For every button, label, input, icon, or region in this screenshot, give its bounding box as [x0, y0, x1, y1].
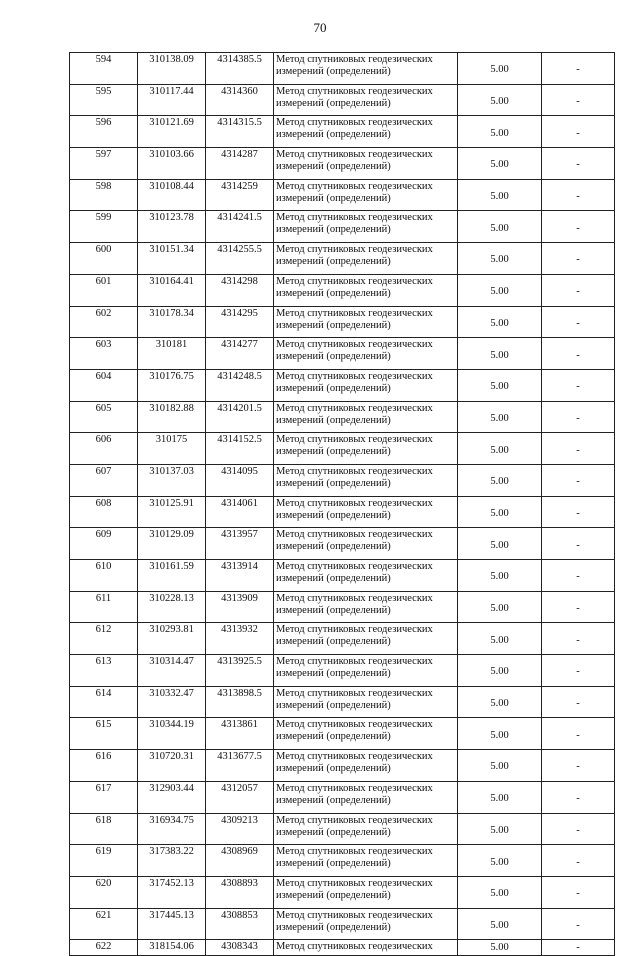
y-coordinate-cell: 4314241.5 [206, 211, 274, 243]
point-number-cell: 603 [70, 338, 138, 370]
x-coordinate-cell: 317445.13 [138, 908, 206, 940]
x-coordinate-cell: 310164.41 [138, 274, 206, 306]
precision-cell: 5.00 [458, 179, 542, 211]
point-number-cell: 621 [70, 908, 138, 940]
table-row [70, 813, 615, 845]
table-row [70, 338, 615, 370]
method-cell: Метод спутниковых геодезических измерений (определений) [274, 274, 458, 306]
method-cell: Метод спутниковых геодезических измерений (определений) [274, 53, 458, 85]
point-number-cell: 595 [70, 84, 138, 116]
note-cell: - [542, 781, 615, 813]
precision-cell: 5.00 [458, 211, 542, 243]
y-coordinate-cell: 4314201.5 [206, 401, 274, 433]
x-coordinate-cell: 310332.47 [138, 686, 206, 718]
y-coordinate-cell: 4313925.5 [206, 655, 274, 687]
note-cell: - [542, 369, 615, 401]
method-cell: Метод спутниковых геодезических измерений (определений) [274, 433, 458, 465]
table-row [70, 306, 615, 338]
precision-cell: 5.00 [458, 369, 542, 401]
x-coordinate-cell: 310181 [138, 338, 206, 370]
y-coordinate-cell: 4312057 [206, 781, 274, 813]
y-coordinate-cell: 4308343 [206, 940, 274, 956]
point-number-cell: 599 [70, 211, 138, 243]
point-number-cell: 604 [70, 369, 138, 401]
point-number-cell: 596 [70, 116, 138, 148]
method-cell: Метод спутниковых геодезических измерений (определений) [274, 401, 458, 433]
y-coordinate-cell: 4314259 [206, 179, 274, 211]
table-row [70, 401, 615, 433]
precision-cell: 5.00 [458, 560, 542, 592]
note-cell: - [542, 53, 615, 85]
note-cell: - [542, 718, 615, 750]
precision-cell: 5.00 [458, 148, 542, 180]
precision-cell: 5.00 [458, 306, 542, 338]
note-cell: - [542, 908, 615, 940]
precision-cell: 5.00 [458, 496, 542, 528]
x-coordinate-cell: 310129.09 [138, 528, 206, 560]
precision-cell: 5.00 [458, 623, 542, 655]
note-cell: - [542, 116, 615, 148]
y-coordinate-cell: 4313914 [206, 560, 274, 592]
table-row [70, 433, 615, 465]
table-row [70, 53, 615, 85]
x-coordinate-cell: 310117.44 [138, 84, 206, 116]
method-cell: Метод спутниковых геодезических измерений (определений) [274, 528, 458, 560]
precision-cell: 5.00 [458, 433, 542, 465]
table-row [70, 179, 615, 211]
x-coordinate-cell: 310314.47 [138, 655, 206, 687]
x-coordinate-cell: 312903.44 [138, 781, 206, 813]
table-row [70, 686, 615, 718]
x-coordinate-cell: 310175 [138, 433, 206, 465]
table-row [70, 84, 615, 116]
y-coordinate-cell: 4313677.5 [206, 750, 274, 782]
precision-cell: 5.00 [458, 876, 542, 908]
point-number-cell: 602 [70, 306, 138, 338]
table-row [70, 211, 615, 243]
precision-cell: 5.00 [458, 53, 542, 85]
note-cell: - [542, 528, 615, 560]
precision-cell: 5.00 [458, 655, 542, 687]
precision-cell: 5.00 [458, 464, 542, 496]
point-number-cell: 618 [70, 813, 138, 845]
table-row [70, 528, 615, 560]
precision-cell: 5.00 [458, 781, 542, 813]
x-coordinate-cell: 316934.75 [138, 813, 206, 845]
x-coordinate-cell: 318154.06 [138, 940, 206, 956]
precision-cell: 5.00 [458, 528, 542, 560]
y-coordinate-cell: 4314277 [206, 338, 274, 370]
x-coordinate-cell: 310151.34 [138, 243, 206, 275]
point-number-cell: 620 [70, 876, 138, 908]
y-coordinate-cell: 4314255.5 [206, 243, 274, 275]
method-cell: Метод спутниковых геодезических измерений (определений) [274, 750, 458, 782]
precision-cell: 5.00 [458, 591, 542, 623]
point-number-cell: 605 [70, 401, 138, 433]
y-coordinate-cell: 4314360 [206, 84, 274, 116]
precision-cell: 5.00 [458, 274, 542, 306]
y-coordinate-cell: 4308853 [206, 908, 274, 940]
point-number-cell: 606 [70, 433, 138, 465]
note-cell: - [542, 496, 615, 528]
point-number-cell: 611 [70, 591, 138, 623]
point-number-cell: 607 [70, 464, 138, 496]
y-coordinate-cell: 4309213 [206, 813, 274, 845]
note-cell: - [542, 655, 615, 687]
method-cell: Метод спутниковых геодезических измерений (определений) [274, 845, 458, 877]
method-cell: Метод спутниковых геодезических измерений (определений) [274, 908, 458, 940]
note-cell: - [542, 623, 615, 655]
method-cell: Метод спутниковых геодезических измерений (определений) [274, 148, 458, 180]
table-row [70, 148, 615, 180]
note-cell: - [542, 433, 615, 465]
point-number-cell: 609 [70, 528, 138, 560]
point-number-cell: 619 [70, 845, 138, 877]
method-cell: Метод спутниковых геодезических измерений (определений) [274, 686, 458, 718]
x-coordinate-cell: 310228.13 [138, 591, 206, 623]
method-cell: Метод спутниковых геодезических измерений (определений) [274, 591, 458, 623]
table-row [70, 908, 615, 940]
x-coordinate-cell: 310137.03 [138, 464, 206, 496]
x-coordinate-cell: 310178.34 [138, 306, 206, 338]
table-row [70, 876, 615, 908]
note-cell: - [542, 338, 615, 370]
note-cell: - [542, 401, 615, 433]
method-cell: Метод спутниковых геодезических [274, 940, 458, 956]
y-coordinate-cell: 4314061 [206, 496, 274, 528]
point-number-cell: 601 [70, 274, 138, 306]
table-row [70, 116, 615, 148]
table-row [70, 560, 615, 592]
note-cell: - [542, 845, 615, 877]
note-cell: - [542, 84, 615, 116]
note-cell: - [542, 211, 615, 243]
precision-cell: 5.00 [458, 750, 542, 782]
x-coordinate-cell: 317452.13 [138, 876, 206, 908]
note-cell: - [542, 464, 615, 496]
note-cell: - [542, 243, 615, 275]
coordinates-table [69, 52, 615, 956]
y-coordinate-cell: 4314287 [206, 148, 274, 180]
y-coordinate-cell: 4314095 [206, 464, 274, 496]
table-row [70, 655, 615, 687]
table-row [70, 591, 615, 623]
note-cell: - [542, 560, 615, 592]
point-number-cell: 614 [70, 686, 138, 718]
y-coordinate-cell: 4314385.5 [206, 53, 274, 85]
y-coordinate-cell: 4314298 [206, 274, 274, 306]
method-cell: Метод спутниковых геодезических измерений (определений) [274, 781, 458, 813]
precision-cell: 5.00 [458, 338, 542, 370]
x-coordinate-cell: 317383.22 [138, 845, 206, 877]
table-row [70, 623, 615, 655]
x-coordinate-cell: 310293.81 [138, 623, 206, 655]
method-cell: Метод спутниковых геодезических измерений (определений) [274, 623, 458, 655]
method-cell: Метод спутниковых геодезических измерений (определений) [274, 876, 458, 908]
method-cell: Метод спутниковых геодезических измерений (определений) [274, 464, 458, 496]
x-coordinate-cell: 310182.88 [138, 401, 206, 433]
method-cell: Метод спутниковых геодезических измерений (определений) [274, 84, 458, 116]
note-cell: - [542, 274, 615, 306]
method-cell: Метод спутниковых геодезических измерений (определений) [274, 369, 458, 401]
page-number: 70 [313, 20, 327, 35]
table-row [70, 464, 615, 496]
note-cell: - [542, 179, 615, 211]
x-coordinate-cell: 310176.75 [138, 369, 206, 401]
method-cell: Метод спутниковых геодезических измерений (определений) [274, 179, 458, 211]
point-number-cell: 616 [70, 750, 138, 782]
y-coordinate-cell: 4314315.5 [206, 116, 274, 148]
method-cell: Метод спутниковых геодезических измерений (определений) [274, 243, 458, 275]
y-coordinate-cell: 4313957 [206, 528, 274, 560]
precision-cell: 5.00 [458, 813, 542, 845]
table-row [70, 845, 615, 877]
table-row [70, 243, 615, 275]
x-coordinate-cell: 310103.66 [138, 148, 206, 180]
y-coordinate-cell: 4308893 [206, 876, 274, 908]
table-row [70, 781, 615, 813]
y-coordinate-cell: 4313909 [206, 591, 274, 623]
y-coordinate-cell: 4314295 [206, 306, 274, 338]
table-row [70, 718, 615, 750]
method-cell: Метод спутниковых геодезических измерений (определений) [274, 116, 458, 148]
x-coordinate-cell: 310108.44 [138, 179, 206, 211]
precision-cell: 5.00 [458, 116, 542, 148]
x-coordinate-cell: 310161.59 [138, 560, 206, 592]
point-number-cell: 612 [70, 623, 138, 655]
note-cell: - [542, 306, 615, 338]
precision-cell: 5.00 [458, 84, 542, 116]
precision-cell: 5.00 [458, 940, 542, 956]
precision-cell: 5.00 [458, 686, 542, 718]
note-cell: - [542, 750, 615, 782]
x-coordinate-cell: 310125.91 [138, 496, 206, 528]
y-coordinate-cell: 4314152.5 [206, 433, 274, 465]
point-number-cell: 613 [70, 655, 138, 687]
table-row [70, 496, 615, 528]
table-row [70, 274, 615, 306]
point-number-cell: 597 [70, 148, 138, 180]
method-cell: Метод спутниковых геодезических измерений (определений) [274, 813, 458, 845]
note-cell: - [542, 876, 615, 908]
y-coordinate-cell: 4308969 [206, 845, 274, 877]
point-number-cell: 615 [70, 718, 138, 750]
point-number-cell: 608 [70, 496, 138, 528]
method-cell: Метод спутниковых геодезических измерений (определений) [274, 718, 458, 750]
precision-cell: 5.00 [458, 243, 542, 275]
y-coordinate-cell: 4313861 [206, 718, 274, 750]
y-coordinate-cell: 4313898.5 [206, 686, 274, 718]
note-cell: - [542, 591, 615, 623]
point-number-cell: 594 [70, 53, 138, 85]
y-coordinate-cell: 4313932 [206, 623, 274, 655]
x-coordinate-cell: 310138.09 [138, 53, 206, 85]
point-number-cell: 598 [70, 179, 138, 211]
precision-cell: 5.00 [458, 845, 542, 877]
point-number-cell: 600 [70, 243, 138, 275]
table-row [70, 750, 615, 782]
precision-cell: 5.00 [458, 908, 542, 940]
table-row [70, 940, 615, 956]
x-coordinate-cell: 310121.69 [138, 116, 206, 148]
note-cell: - [542, 813, 615, 845]
point-number-cell: 622 [70, 940, 138, 956]
method-cell: Метод спутниковых геодезических измерений (определений) [274, 655, 458, 687]
method-cell: Метод спутниковых геодезических измерений (определений) [274, 560, 458, 592]
table-body [70, 53, 615, 956]
method-cell: Метод спутниковых геодезических измерений (определений) [274, 306, 458, 338]
note-cell: - [542, 686, 615, 718]
point-number-cell: 617 [70, 781, 138, 813]
x-coordinate-cell: 310344.19 [138, 718, 206, 750]
note-cell: - [542, 940, 615, 956]
x-coordinate-cell: 310123.78 [138, 211, 206, 243]
method-cell: Метод спутниковых геодезических измерений (определений) [274, 338, 458, 370]
y-coordinate-cell: 4314248.5 [206, 369, 274, 401]
method-cell: Метод спутниковых геодезических измерений (определений) [274, 211, 458, 243]
note-cell: - [542, 148, 615, 180]
x-coordinate-cell: 310720.31 [138, 750, 206, 782]
table-row [70, 369, 615, 401]
point-number-cell: 610 [70, 560, 138, 592]
method-cell: Метод спутниковых геодезических измерений (определений) [274, 496, 458, 528]
precision-cell: 5.00 [458, 718, 542, 750]
precision-cell: 5.00 [458, 401, 542, 433]
